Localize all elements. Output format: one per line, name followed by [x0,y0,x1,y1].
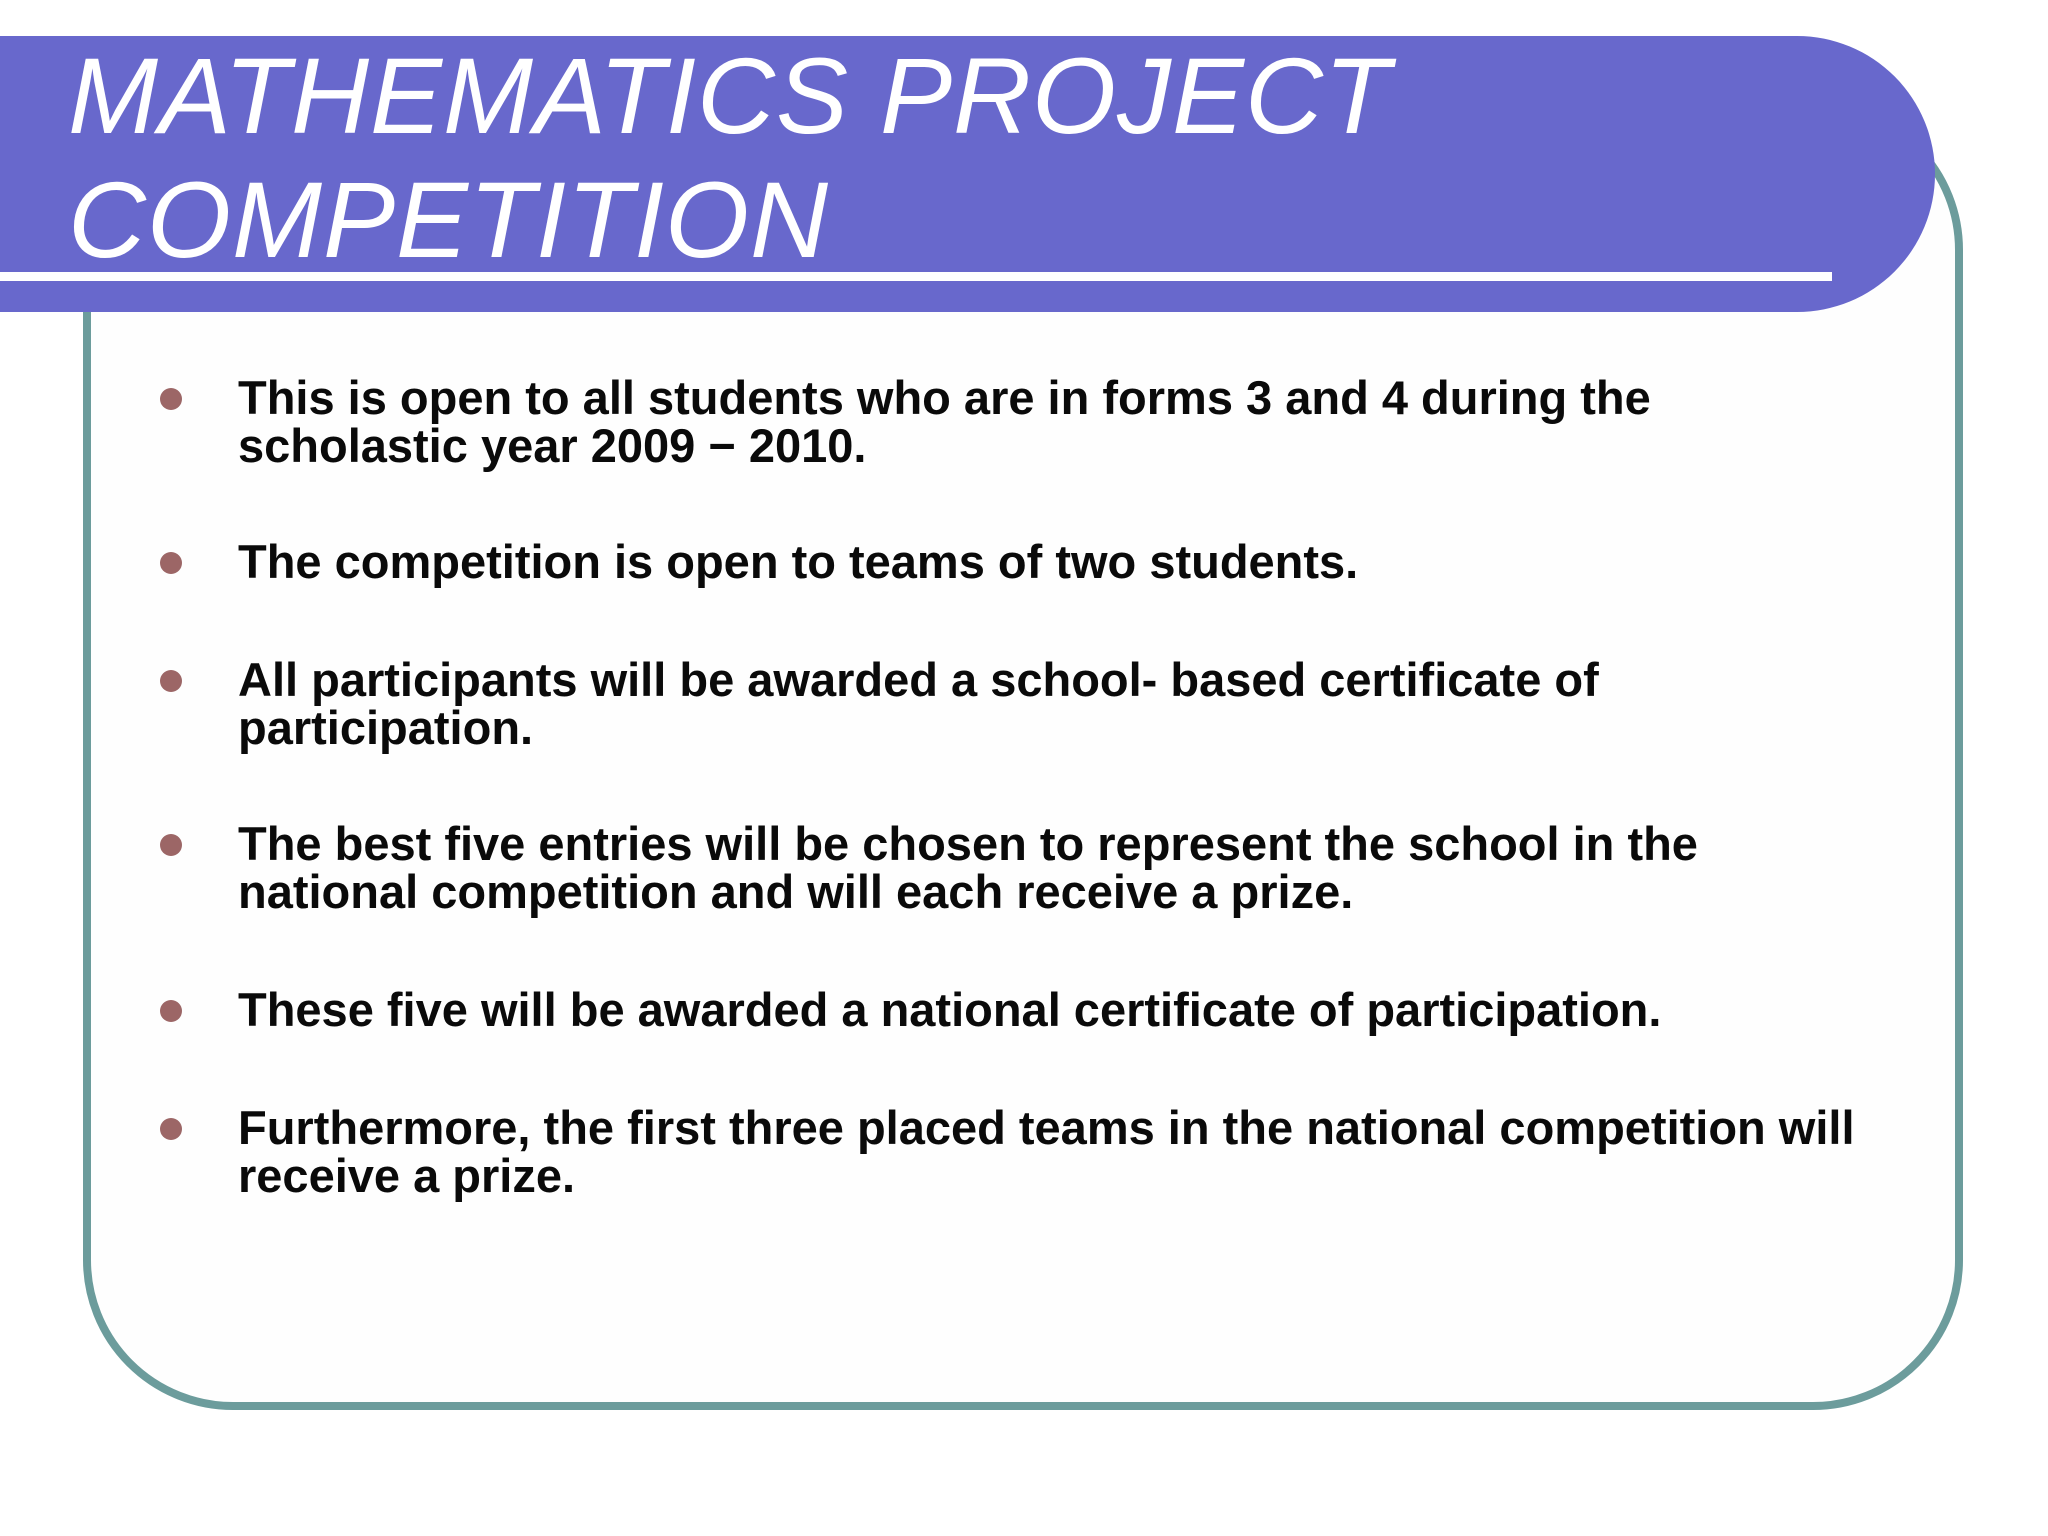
bullet-text: All participants will be awarded a school- based certificate of participation. [238,653,1599,754]
slide-title [68,34,1391,282]
bullet-dot-icon [160,552,182,574]
bullet-text: The competition is open to teams of two students. [238,535,1359,588]
slide-title-line-2: COMPETITION [68,159,829,280]
bullet-text: The best five entries will be chosen to represent the school in the national competition and will each receive a prize. [238,817,1698,918]
bullet-list [160,371,1880,1202]
bullet-item [160,983,1880,1036]
bullet-text: This is open to all students who are in forms 3 and 4 during the scholastic year 2009 − 2010. [238,371,1651,472]
bullet-item [160,817,1880,918]
bullet-item [160,535,1880,588]
bullet-dot-icon [160,1118,182,1140]
bullet-dot-icon [160,670,182,692]
bullet-text: Furthermore, the first three placed teams in the national competition will receive a prize. [238,1101,1855,1202]
bullet-item [160,653,1880,754]
bullet-item [160,371,1880,472]
bullet-dot-icon [160,1000,182,1022]
bullet-item [160,1101,1880,1202]
bullet-dot-icon [160,834,182,856]
bullet-dot-icon [160,388,182,410]
slide-title-line-1: MATHEMATICS PROJECT [68,35,1392,156]
bullet-text: These five will be awarded a national certificate of participation. [238,983,1662,1036]
